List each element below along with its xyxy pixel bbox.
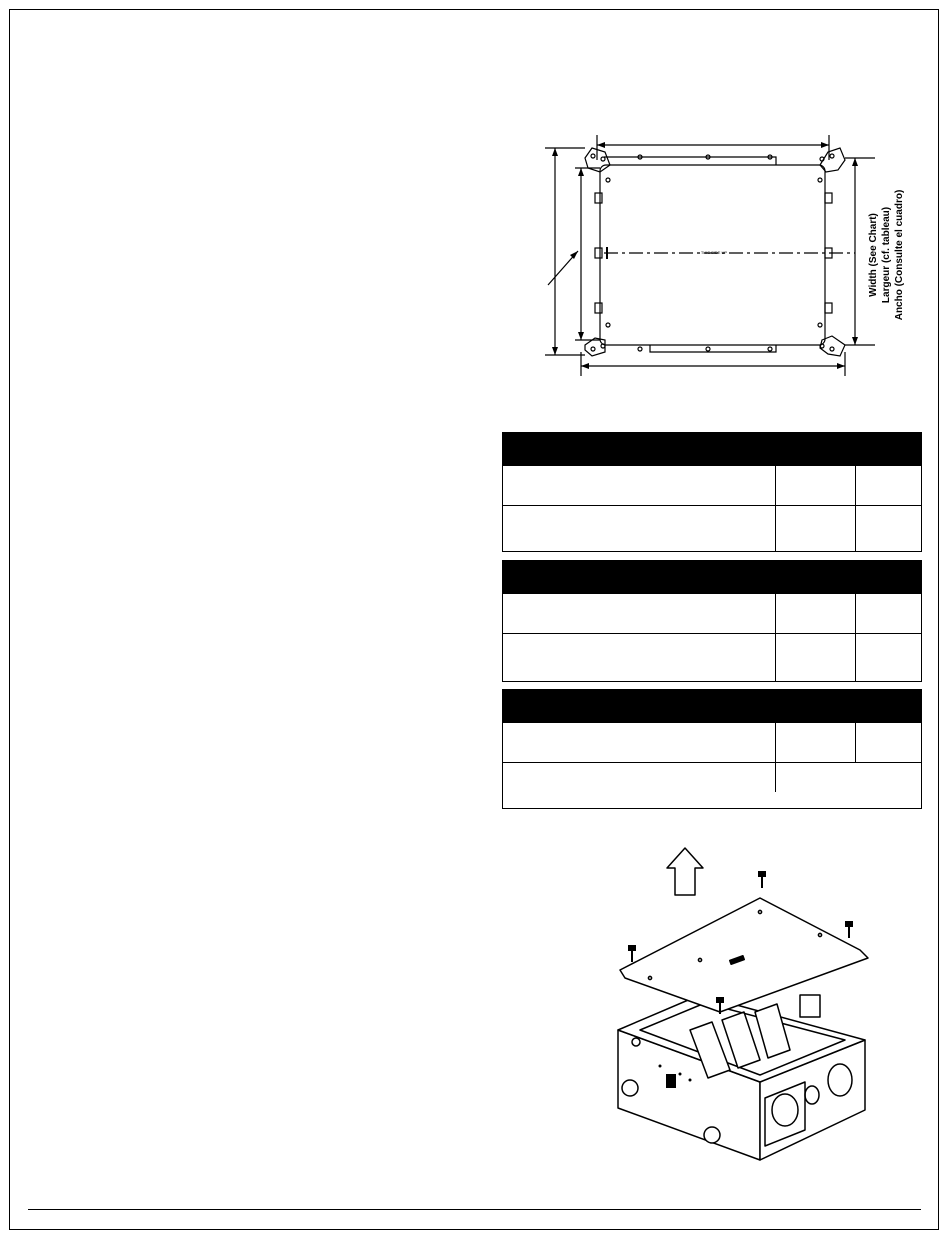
up-arrow-icon <box>667 848 703 895</box>
table-cell <box>503 723 775 762</box>
table-header <box>503 561 921 593</box>
table-cell <box>855 723 921 762</box>
size-table-1 <box>502 432 922 552</box>
size-table-2 <box>502 560 922 682</box>
table-cell <box>775 506 855 551</box>
table-cell <box>503 634 775 681</box>
size-table-3 <box>502 689 922 809</box>
footer-rule <box>28 1209 921 1210</box>
table-cell <box>503 466 775 505</box>
table-cell <box>503 763 775 808</box>
table-header <box>503 433 921 465</box>
table-cell <box>503 506 775 551</box>
width-label-es: Ancho (Consulte el cuadro) <box>894 189 905 321</box>
table-row <box>503 465 921 505</box>
table-cell <box>775 466 855 505</box>
table-cell <box>855 466 921 505</box>
table-row <box>503 762 921 808</box>
table-cell <box>775 594 855 633</box>
table-cell <box>855 594 921 633</box>
plate-outline <box>600 165 825 345</box>
table-cell <box>855 763 921 808</box>
width-label-fr: Largeur (cf. tableau) <box>881 206 892 304</box>
table-cell <box>855 634 921 681</box>
table-row <box>503 505 921 551</box>
table-cell <box>775 634 855 681</box>
table-row <box>503 633 921 681</box>
table-row <box>503 593 921 633</box>
width-label-en: Width (See Chart) <box>868 213 879 297</box>
plate-label: THIS SIDE UP <box>700 250 728 255</box>
cover-plate <box>620 898 868 1012</box>
table-cell <box>855 506 921 551</box>
table-row <box>503 722 921 762</box>
table-header <box>503 690 921 722</box>
width-label-group <box>852 180 932 330</box>
table-cell <box>775 723 855 762</box>
table-cell <box>503 594 775 633</box>
table-cell <box>775 763 855 792</box>
floor-box-illustration <box>600 840 880 1170</box>
